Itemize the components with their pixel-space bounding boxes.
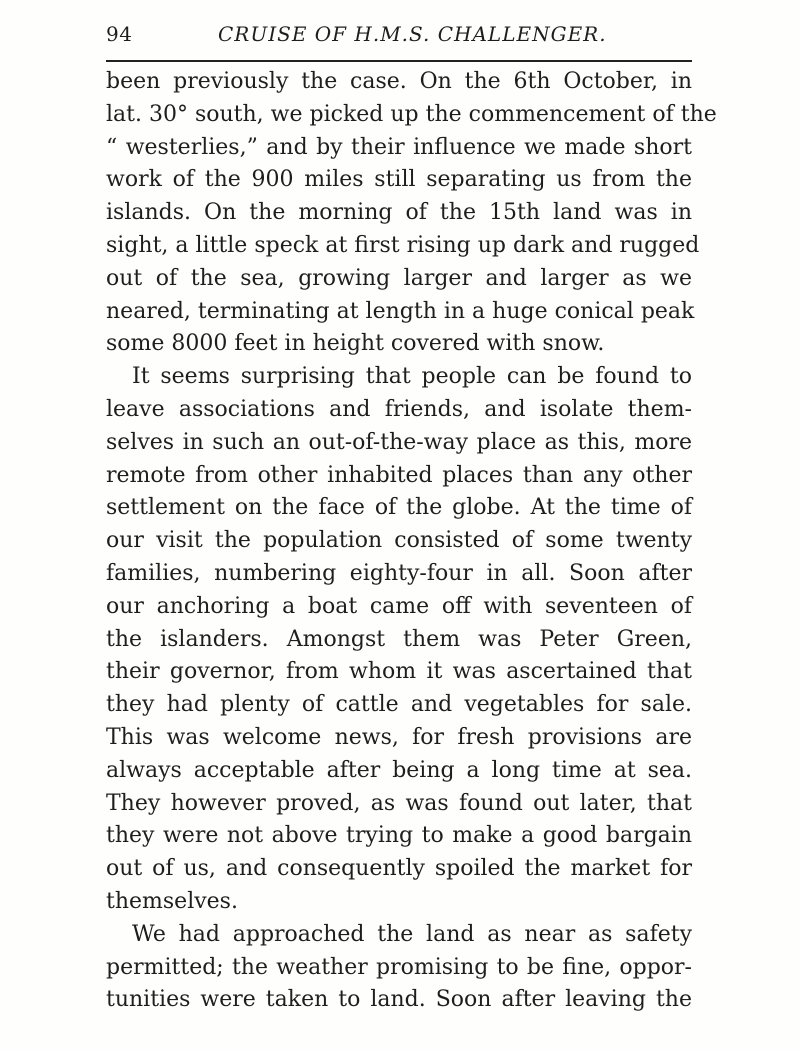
text-line: tunities were taken to land. Soon after leaving the [106, 987, 692, 1013]
text-line: they were not above trying to make a good bargain [106, 823, 692, 849]
text-line: selves in such an out-of-the-way place as this, more [106, 429, 692, 455]
text-line: been previously the case. On the 6th October, in [106, 69, 692, 94]
body-text [106, 66, 717, 1017]
text-line: remote from other inhabited places than any other [106, 462, 692, 488]
text-line: lat. 30° south, we picked up the commencement of the [106, 101, 717, 127]
text-line: They however proved, as was found out later, that [106, 790, 692, 816]
header-rule [106, 60, 692, 62]
text-line: It seems surprising that people can be found to [132, 364, 692, 390]
text-line: islands. On the morning of the 15th land was in [106, 200, 692, 226]
text-line: “ westerlies,” and by their influence we made short [106, 134, 692, 160]
paragraph [106, 361, 692, 919]
text-line: they had plenty of cattle and vegetables for sale. [106, 692, 692, 718]
text-line: the islanders. Amongst them was Peter Green, [106, 626, 692, 652]
running-head: CRUISE OF H.M.S. CHALLENGER. [218, 22, 607, 46]
text-line: their governor, from whom it was ascertained that [106, 659, 692, 685]
text-line: settlement on the face of the globe. At the time of [106, 495, 692, 521]
text-line: out of us, and consequently spoiled the market for [106, 856, 692, 882]
text-line: We had approached the land as near as safety [132, 921, 692, 947]
text-line: sight, a little speck at first rising up dark and rugged [106, 232, 700, 258]
page-number: 94 [106, 22, 133, 46]
text-line: some 8000 feet in height covered with snow. [106, 331, 605, 357]
text-line: neared, terminating at length in a huge conical peak [106, 298, 695, 324]
text-line: This was welcome news, for fresh provisions are [106, 724, 692, 750]
text-line: leave associations and friends, and isolate them- [106, 396, 692, 422]
text-line: work of the 900 miles still separating us from the [106, 167, 692, 193]
text-line: our visit the population consisted of some twenty [106, 528, 692, 554]
paragraph [106, 919, 692, 1017]
text-line: themselves. [106, 888, 238, 914]
text-line: out of the sea, growing larger and larger as we [106, 265, 692, 291]
text-line: always acceptable after being a long time at sea. [106, 757, 692, 783]
text-line: families, numbering eighty-four in all. Soon after [106, 560, 692, 586]
page-header [106, 22, 692, 52]
paragraph [106, 66, 717, 361]
text-line: our anchoring a boat came off with seventeen of [106, 593, 692, 619]
text-line: permitted; the weather promising to be fine, oppor- [106, 954, 692, 980]
